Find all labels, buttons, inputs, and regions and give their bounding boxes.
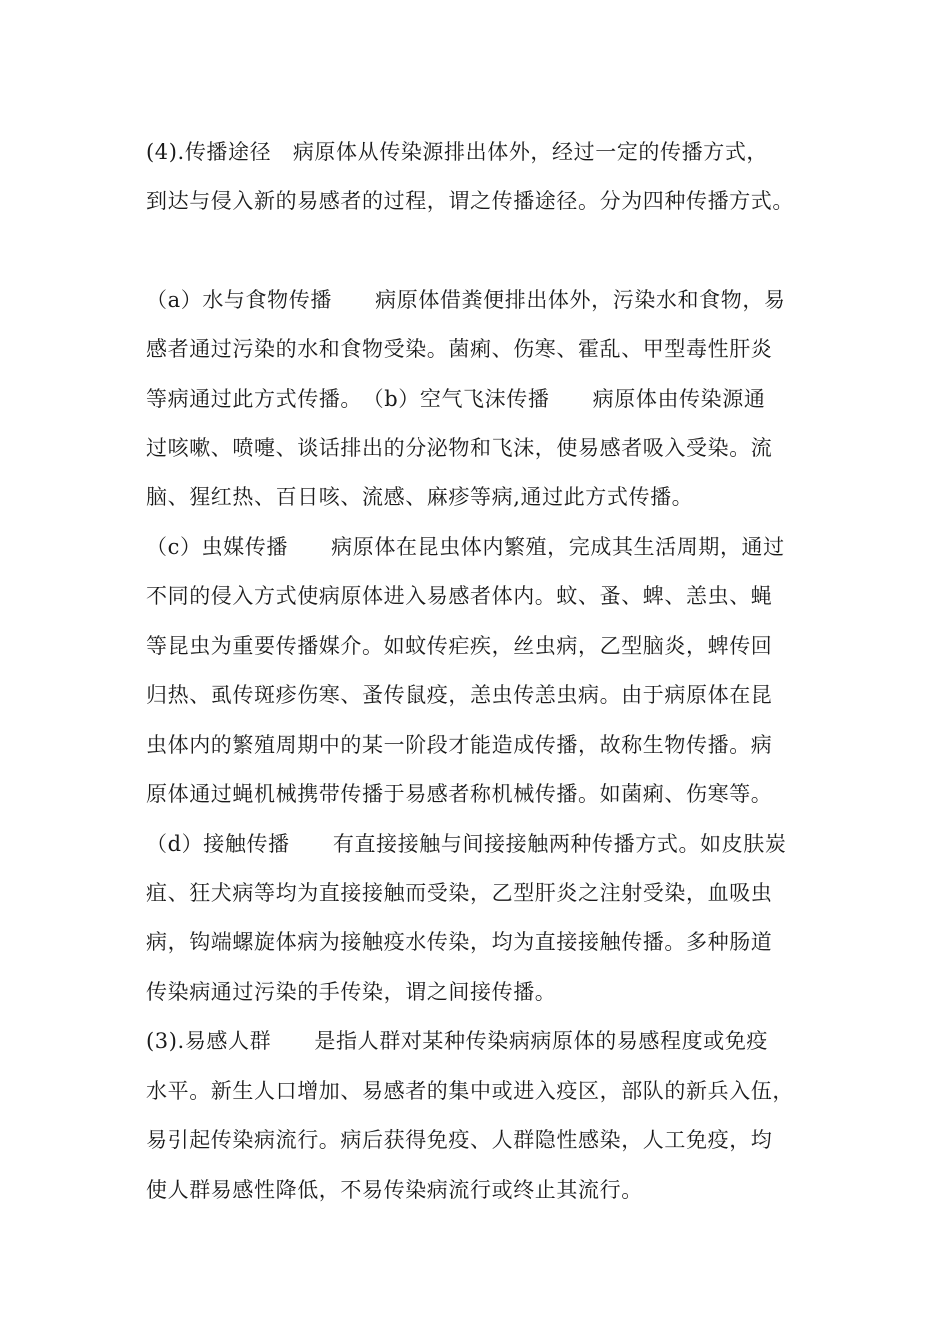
text-line: 疽、狂犬病等均为直接接触而受染，乙型肝炎之注射受染，血吸虫 [146,881,773,905]
text-line: （d）接触传播 有直接接触与间接接触两种传播方式。如皮肤炭 [146,832,787,856]
text-line: （a）水与食物传播 病原体借粪便排出体外，污染水和食物，易 [146,288,786,312]
text-line: 易引起传染病流行。病后获得免疫、人群隐性感染，人工免疫，均 [146,1128,773,1152]
text-line: 不同的侵入方式使病原体进入易感者体内。蚊、蚤、蜱、恙虫、蝇 [146,584,773,608]
text-line: 原体通过蝇机械携带传播于易感者称机械传播。如菌痢、伤寒等。 [146,782,773,806]
text-line: 脑、猩红热、百日咳、流感、麻疹等病,通过此方式传播。 [146,485,694,509]
text-line: 等昆虫为重要传播媒介。如蚊传疟疾，丝虫病，乙型脑炎，蜱传回 [146,634,773,658]
text-line: (4).传播途径 病原体从传染源排出体外，经过一定的传播方式， [146,140,769,164]
text-line: 归热、虱传斑疹伤寒、蚤传鼠疫，恙虫传恙虫病。由于病原体在昆 [146,683,773,707]
text-line: 水平。新生人口增加、易感者的集中或进入疫区，部队的新兵入伍， [146,1079,794,1103]
text-line: （c）虫媒传播 病原体在昆虫体内繁殖，完成其生活周期，通过 [146,535,785,559]
text-line: 等病通过此方式传播。 （b）空气飞沫传播 病原体由传染源通 [146,387,766,411]
text-line: 到达与侵入新的易感者的过程，谓之传播途径。分为四种传播方式。 [146,189,794,213]
text-line: (3).易感人群 是指人群对某种传染病病原体的易感程度或免疫 [146,1029,769,1053]
text-line: 感者通过污染的水和食物受染。菌痢、伤寒、霍乱、甲型毒性肝炎 [146,337,773,361]
text-line: 传染病通过污染的手传染，谓之间接传播。 [146,980,557,1004]
text-line: 虫体内的繁殖周期中的某一阶段才能造成传播，故称生物传播。病 [146,733,773,757]
text-line: 过咳嗽、喷嚏、谈话排出的分泌物和飞沫，使易感者吸入受染。流 [146,436,773,460]
text-line: 使人群易感性降低，不易传染病流行或终止其流行。 [146,1178,643,1202]
text-line: 病，钩端螺旋体病为接触疫水传染，均为直接接触传播。多种肠道 [146,930,773,954]
